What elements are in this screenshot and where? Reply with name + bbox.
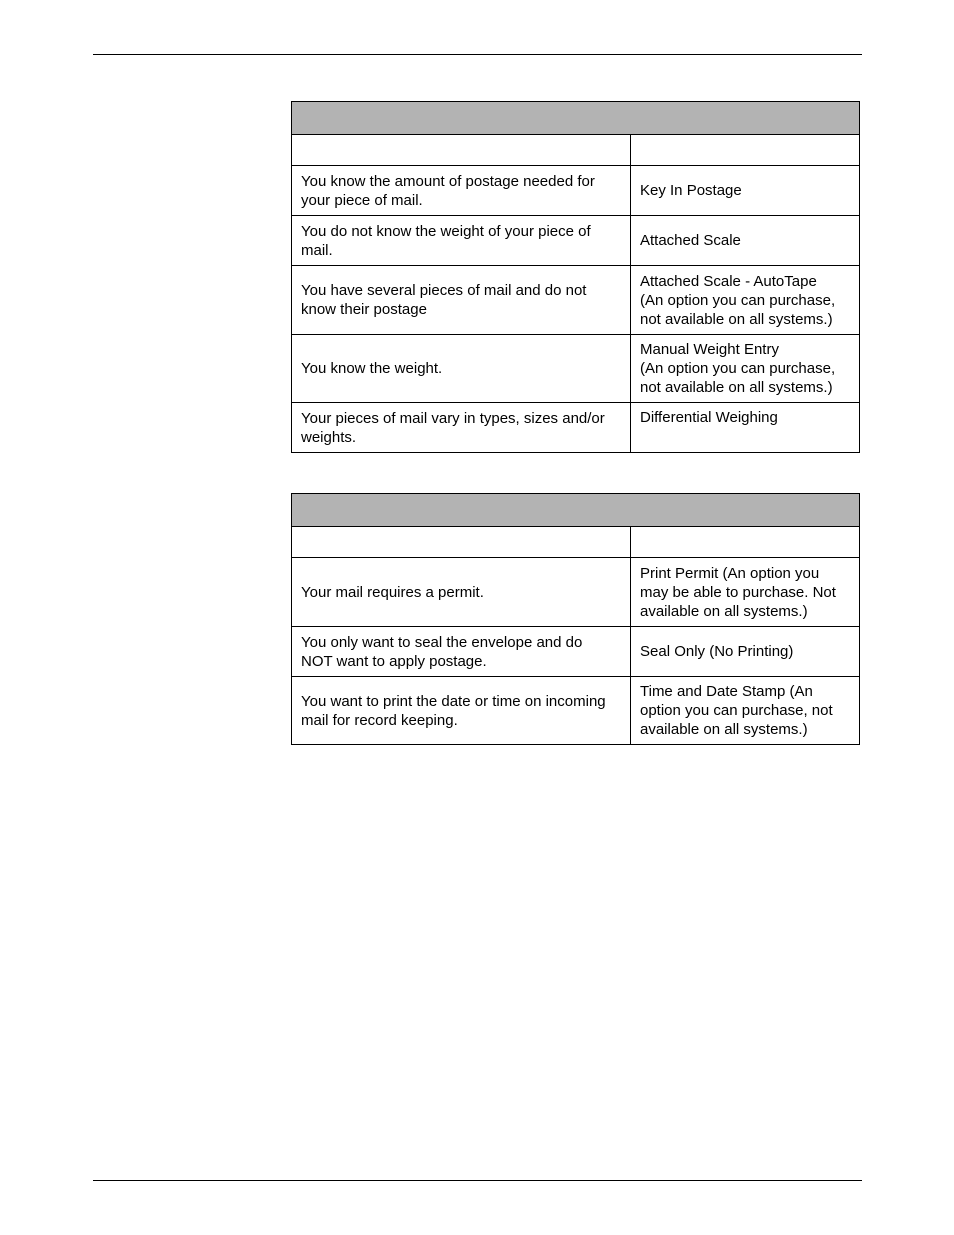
- condition-cell: [292, 266, 631, 335]
- table-row: [292, 166, 860, 216]
- table-title-row: [292, 494, 860, 527]
- cell-text-line: Attached Scale: [640, 232, 741, 249]
- cell-text-line: not available on all systems.): [640, 310, 833, 328]
- table-title-row: [292, 102, 860, 135]
- table-row: [292, 335, 860, 403]
- column-header-condition: [292, 527, 631, 558]
- header-rule: [93, 54, 862, 55]
- cell-text-line: Attached Scale - AutoTape: [640, 272, 817, 290]
- cell-text-line: (An option you can purchase,: [640, 291, 836, 309]
- mode-cell: [631, 677, 860, 745]
- cell-text-line: Your pieces of mail vary in types, sizes and/or: [301, 409, 605, 427]
- cell-text-line: option you can purchase, not: [640, 702, 833, 719]
- condition-cell: [292, 335, 631, 403]
- cell-text-line: may be able to purchase. Not: [640, 583, 836, 601]
- footer-rule: [93, 1180, 862, 1181]
- table-row: [292, 558, 860, 627]
- cell-text-line: Time and Date Stamp (An: [640, 683, 813, 700]
- cell-text-line: not available on all systems.): [640, 379, 833, 396]
- table-header-row: [292, 135, 860, 166]
- table-row: [292, 266, 860, 335]
- cell-text-line: You want to print the date or time on incoming: [301, 692, 606, 710]
- mode-cell: [631, 335, 860, 403]
- cell-text-line: know their postage: [301, 301, 427, 318]
- cell-text-line: You only want to seal the envelope and do: [301, 633, 583, 651]
- table-row: [292, 627, 860, 677]
- condition-cell: [292, 627, 631, 677]
- condition-cell: [292, 216, 631, 266]
- cell-text-line: Key In Postage: [640, 182, 742, 199]
- cell-text-line: You know the weight.: [301, 360, 443, 377]
- cell-text-line: available on all systems.): [640, 602, 808, 620]
- mode-cell: [631, 216, 860, 266]
- cell-text-line: NOT want to apply postage.: [301, 652, 487, 670]
- cell-text-line: You do not know the weight of your piece of: [301, 222, 591, 240]
- table-title: [292, 494, 860, 527]
- cell-text-line: Seal Only (No Printing): [640, 643, 794, 660]
- condition-cell: [292, 166, 631, 216]
- cell-text-line: available on all systems.): [640, 721, 808, 738]
- table-row: [292, 216, 860, 266]
- cell-text-line: You have several pieces of mail and do not: [301, 282, 587, 299]
- cell-text-line: weights.: [301, 428, 357, 446]
- cell-text-line: Differential Weighing: [640, 409, 778, 426]
- column-header-mode: [631, 527, 860, 558]
- condition-cell: [292, 403, 631, 453]
- column-header-condition: [292, 135, 631, 166]
- cell-text-line: mail.: [301, 241, 333, 259]
- mode-cell: [631, 266, 860, 335]
- table-title: [292, 102, 860, 135]
- mode-cell: [631, 558, 860, 627]
- cell-text-line: You know the amount of postage needed for: [301, 172, 595, 190]
- cell-text-line: mail for record keeping.: [301, 711, 458, 729]
- cell-text-line: Manual Weight Entry: [640, 341, 779, 358]
- table-row: [292, 403, 860, 453]
- mode-cell: [631, 166, 860, 216]
- mode-cell: [631, 403, 860, 453]
- cell-text-line: (An option you can purchase,: [640, 360, 836, 377]
- postage-mode-table: [291, 101, 860, 453]
- table-header-row: [292, 527, 860, 558]
- mode-cell: [631, 627, 860, 677]
- cell-text-line: Your mail requires a permit.: [301, 583, 484, 601]
- cell-text-line: Print Permit (An option you: [640, 564, 820, 582]
- condition-cell: [292, 677, 631, 745]
- table-row: [292, 677, 860, 745]
- column-header-mode: [631, 135, 860, 166]
- cell-text-line: your piece of mail.: [301, 191, 423, 209]
- condition-cell: [292, 558, 631, 627]
- other-mode-table: [291, 493, 860, 745]
